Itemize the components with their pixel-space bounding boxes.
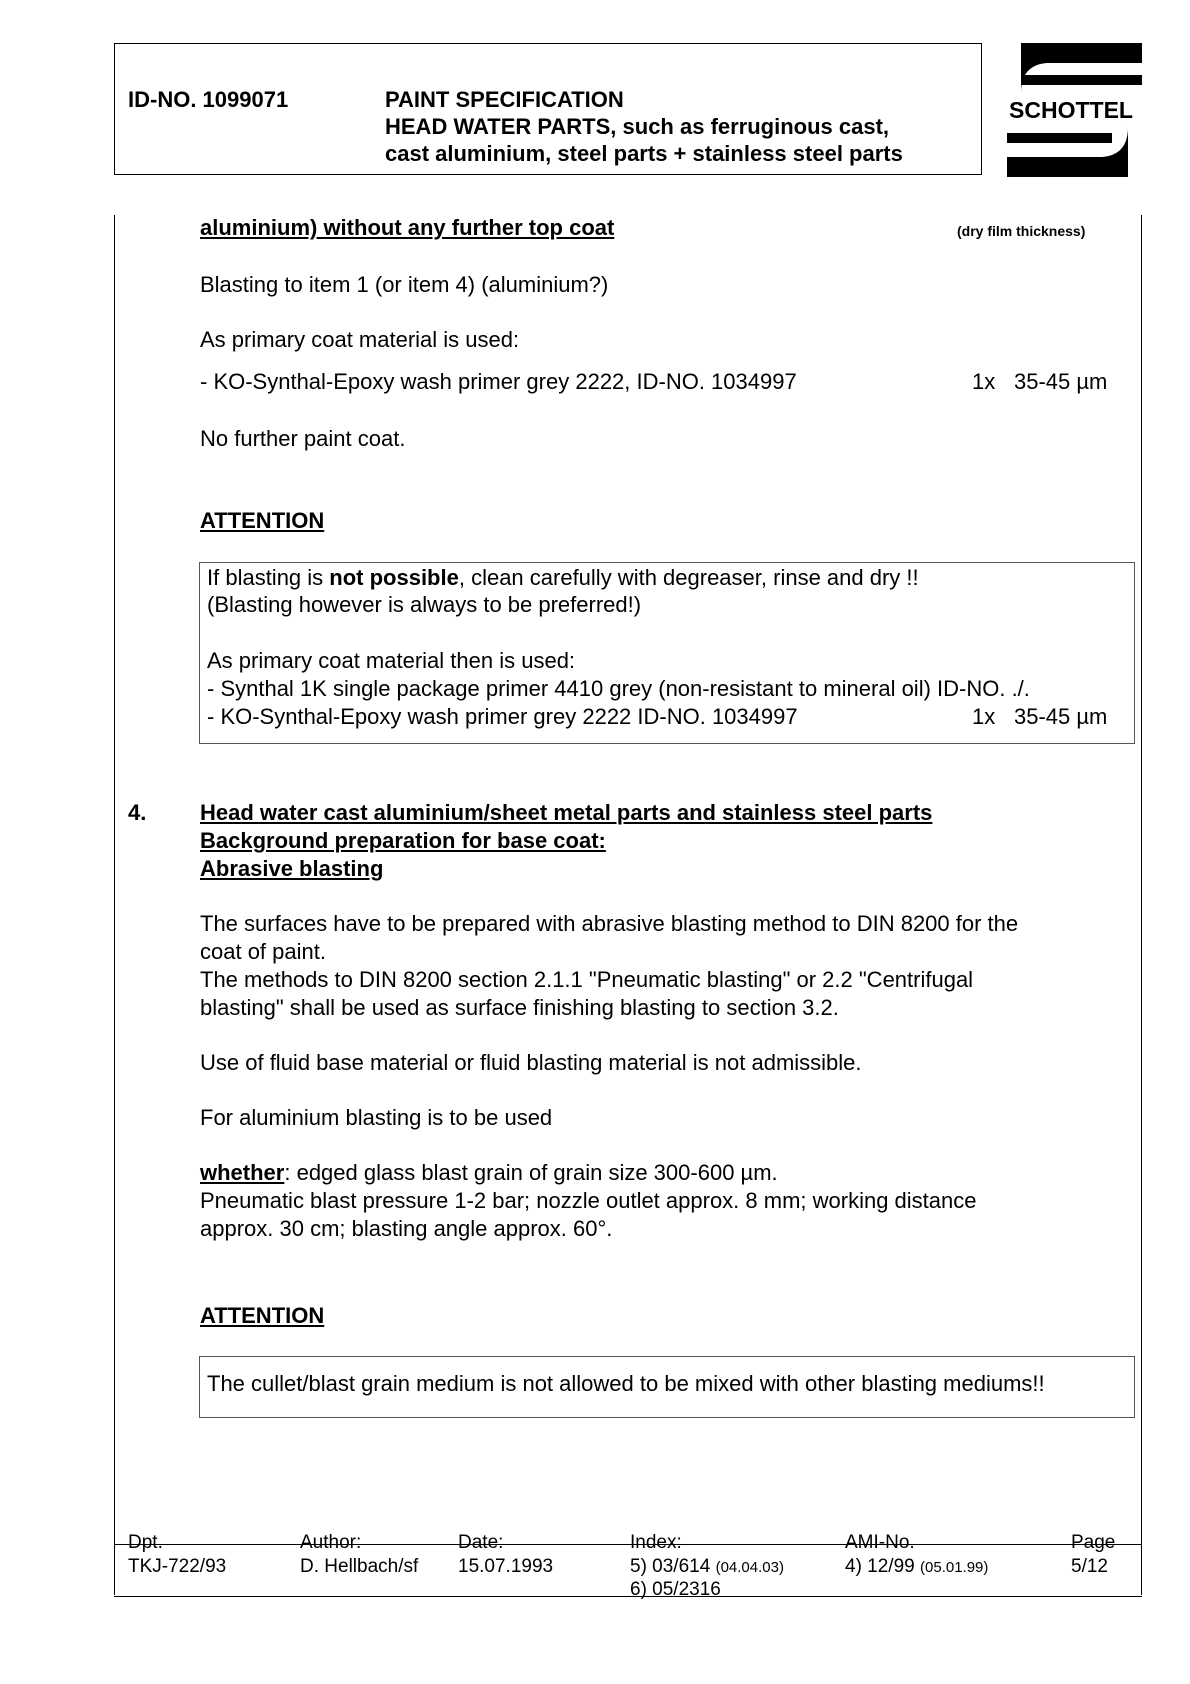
section-heading: Head water cast aluminium/sheet metal parts and stainless steel parts [200, 800, 933, 825]
paragraph-line: coat of paint. [200, 939, 326, 964]
attention-line: The cullet/blast grain medium is not allowed to be mixed with other blasting mediums!! [207, 1371, 1045, 1396]
paragraph: For aluminium blasting is to be used [200, 1105, 553, 1130]
attention-line: (Blasting however is always to be preferred!) [207, 592, 642, 617]
attention-heading: ATTENTION [200, 508, 325, 533]
document-id: ID-NO. 1099071 [128, 87, 289, 112]
schottel-logo [1007, 43, 1142, 177]
blasting-text: Blasting to item 1 (or item 4) (aluminium?) [200, 272, 609, 297]
section-subheading: Abrasive blasting [200, 856, 384, 881]
page-border-right [1141, 215, 1142, 1595]
section-number: 4. [128, 800, 147, 825]
footer-label-ami: AMI-No. [845, 1532, 915, 1553]
logo-text: SCHOTTEL [1009, 97, 1133, 123]
footer-label-index: Index: [630, 1532, 682, 1553]
attention-thickness: 35-45 µm [1014, 704, 1108, 729]
footer-ami: 4) 12/99 (05.01.99) [845, 1556, 989, 1577]
attention-heading: ATTENTION [200, 1303, 325, 1328]
document-title [385, 86, 903, 167]
paragraph-line: The surfaces have to be prepared with abrasive blasting method to DIN 8200 for the [200, 911, 1019, 936]
footer-page: 5/12 [1071, 1556, 1108, 1577]
section-subheading: Background preparation for base coat: [200, 828, 606, 853]
paragraph-line: blasting" shall be used as surface finishing blasting to section 3.2. [200, 995, 839, 1020]
footer-author: D. Hellbach/sf [300, 1556, 419, 1577]
attention-qty: 1x [972, 704, 996, 729]
primer-item: - KO-Synthal-Epoxy wash primer grey 2222, ID-NO. 1034997 [200, 369, 797, 394]
footer-dpt: TKJ-722/93 [128, 1556, 227, 1577]
footer-rule [114, 1596, 1142, 1597]
footer-index: 5) 03/614 (04.04.03) [630, 1556, 784, 1577]
whether-line: whether: edged glass blast grain of grain size 300-600 µm. [200, 1160, 778, 1185]
title-line: cast aluminium, steel parts + stainless steel parts [385, 141, 903, 166]
attention-line: - Synthal 1K single package primer 4410 grey (non-resistant to mineral oil) ID-NO. ./. [207, 676, 1030, 701]
primer-qty: 1x [972, 369, 996, 394]
title-line: PAINT SPECIFICATION [385, 87, 624, 112]
footer-label-dpt: Dpt. [128, 1532, 163, 1553]
primer-thickness: 35-45 µm [1014, 369, 1108, 394]
paragraph-line: The methods to DIN 8200 section 2.1.1 "Pneumatic blasting" or 2.2 "Centrifugal [200, 967, 974, 992]
footer-label-author: Author: [300, 1532, 362, 1553]
footer-rule [114, 1544, 1142, 1545]
footer-label-page: Page [1071, 1532, 1116, 1553]
paragraph-line: Pneumatic blast pressure 1-2 bar; nozzle outlet approx. 8 mm; working distance [200, 1188, 977, 1213]
paragraph-line: approx. 30 cm; blasting angle approx. 60°. [200, 1216, 613, 1241]
attention-line: If blasting is not possible, clean carefully with degreaser, rinse and dry !! [207, 565, 919, 590]
attention-line: As primary coat material then is used: [207, 648, 576, 673]
section-heading: aluminium) without any further top coat [200, 215, 615, 240]
thickness-note: (dry film thickness) [957, 223, 1086, 239]
paragraph: Use of fluid base material or fluid blasting material is not admissible. [200, 1050, 862, 1075]
footer-index: 6) 05/2316 [630, 1579, 721, 1600]
footer-date: 15.07.1993 [458, 1556, 554, 1577]
primary-coat-label: As primary coat material is used: [200, 327, 520, 352]
attention-line: - KO-Synthal-Epoxy wash primer grey 2222 ID-NO. 1034997 [207, 704, 798, 729]
page-border-left [114, 215, 115, 1595]
footer-label-date: Date: [458, 1532, 504, 1553]
title-line: HEAD WATER PARTS, such as ferruginous cast, [385, 114, 890, 139]
no-further-text: No further paint coat. [200, 426, 406, 451]
